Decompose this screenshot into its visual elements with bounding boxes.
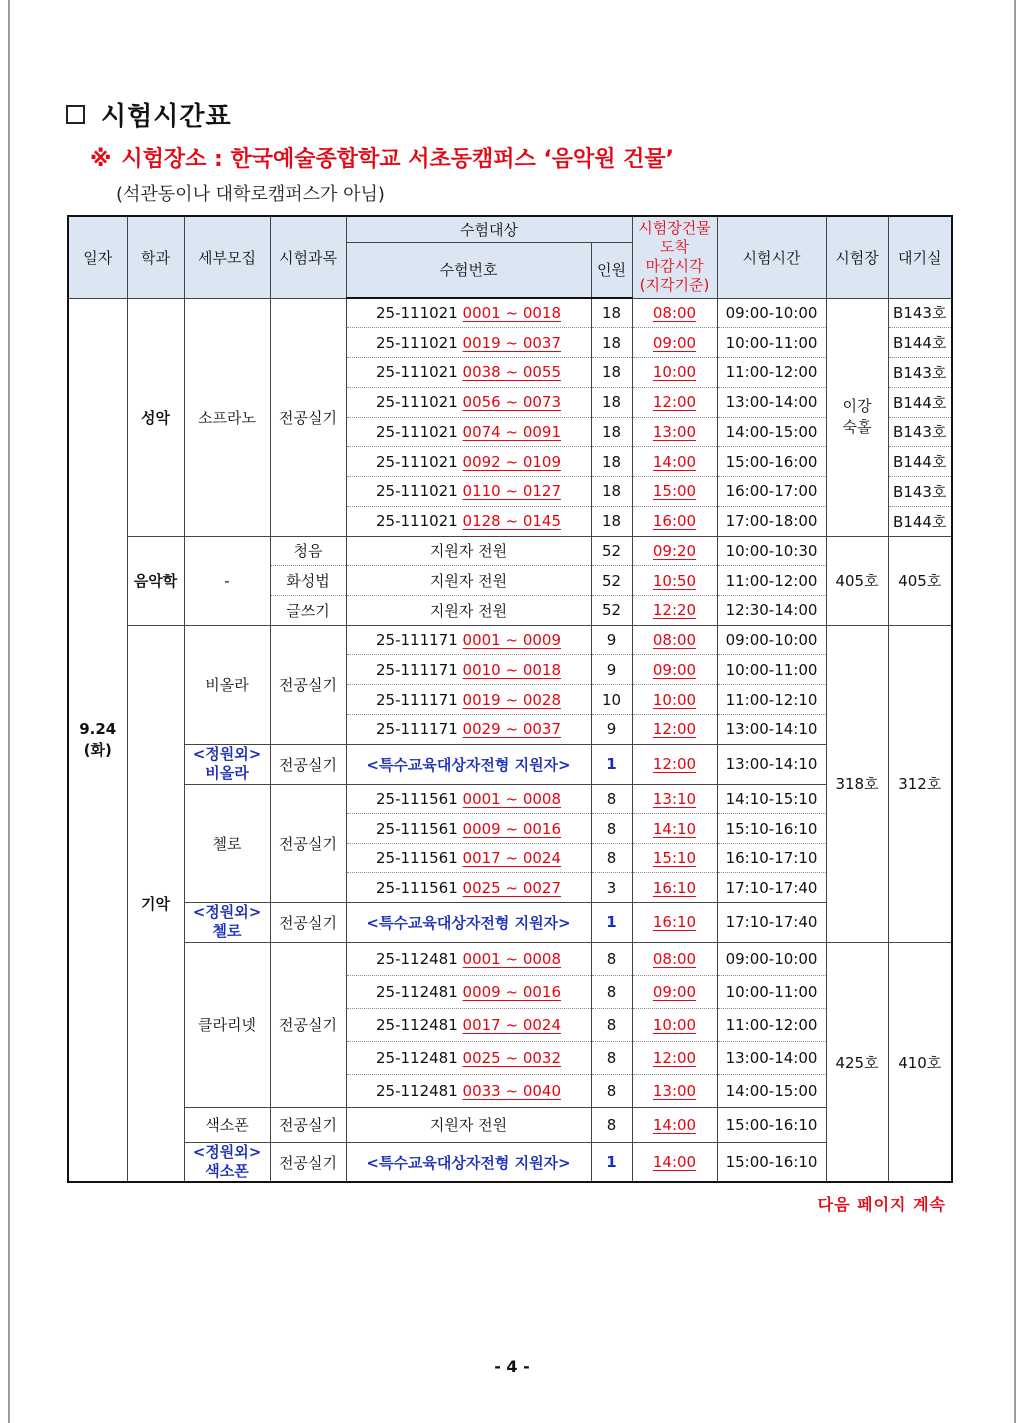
arrival-deadline: 08:00 [652,630,697,649]
arrival-deadline: 09:00 [652,660,697,679]
exam-no-cell [346,1008,591,1041]
arrival-cell [632,595,717,625]
arrival-deadline: 14:00 [652,1115,697,1134]
room-musicology: 405호 [826,536,888,625]
table-row [68,744,952,784]
exam-no-cell [346,298,591,328]
exam-no-prefix: 25-112481 [376,1081,458,1100]
subrecruit-none: - [184,536,270,625]
exam-no-prefix: 25-112481 [376,982,458,1001]
exam-time-cell: 15:10-16:10 [717,814,826,844]
exam-no-range: 0010 ~ 0018 [462,660,561,679]
exam-no-range: 0009 ~ 0016 [462,982,561,1001]
count-cell: 8 [591,814,632,844]
count-cell: 1 [591,1142,632,1182]
exam-time-cell: 14:00-15:00 [717,1074,826,1107]
room-soprano [826,298,888,536]
arrival-deadline: 13:10 [652,790,697,808]
exam-no-cell [346,625,591,655]
exam-no-cell: <특수교육대상자전형 지원자> [346,744,591,784]
arrival-cell [632,1107,717,1142]
exam-no-prefix: 25-111021 [376,363,458,382]
wait-room-cell: B143호 [888,417,952,447]
exam-schedule-table [67,215,953,1183]
count-cell: 18 [591,477,632,507]
page-edge-right [1014,0,1016,1423]
exam-no-cell [346,975,591,1008]
subrecruit-cello-special-line2: 첼로 [212,922,242,941]
exam-no-prefix: 25-112481 [376,949,458,968]
exam-no-cell [346,814,591,844]
wait-room-cell: B143호 [888,477,952,507]
header-arrival-line3: 마감시각 [645,257,704,276]
header-target: 수험대상 [346,216,632,242]
exam-no-cell: 지원자 전원 [346,1107,591,1142]
count-cell: 9 [591,625,632,655]
exam-no-cell [346,843,591,873]
exam-time-cell: 15:00-16:10 [717,1142,826,1182]
arrival-cell [632,655,717,685]
room-winds: 425호 [826,942,888,1182]
exam-time-cell: 13:00-14:00 [717,1041,826,1074]
continue-notice: 다음 페이지 계속 [817,1195,946,1214]
arrival-deadline: 08:00 [652,303,697,322]
schedule-body [68,298,952,1182]
count-cell: 52 [591,566,632,596]
subrecruit-cello-special-line1: <정원외> [192,903,262,922]
exam-time-cell: 12:30-14:00 [717,595,826,625]
venue-note: (석관동이나 대학로캠퍼스가 아님) [116,184,385,205]
exam-no-range: 0001 ~ 0008 [462,790,561,808]
exam-time-cell: 11:00-12:10 [717,685,826,715]
subrecruit-viola-special [184,744,270,784]
exam-time-cell: 13:00-14:00 [717,387,826,417]
arrival-deadline: 12:00 [652,720,697,739]
header-exam-time: 시험시간 [717,216,826,298]
exam-time-cell: 16:10-17:10 [717,843,826,873]
count-cell: 18 [591,358,632,388]
header-arrival-line4: (지각기준) [639,276,710,295]
arrival-deadline: 16:10 [652,878,697,897]
wait-room-cell: B144호 [888,328,952,358]
subject-cell: 청음 [270,536,346,566]
subject-cell: 전공실기 [270,902,346,942]
subject-cell: 전공실기 [270,298,346,536]
exam-no-prefix: 25-111021 [376,512,458,531]
header-subrecruit: 세부모집 [184,216,270,298]
table-row [68,1142,952,1182]
exam-time-cell: 14:10-15:10 [717,784,826,814]
arrival-deadline: 12:00 [652,1048,697,1067]
exam-no-prefix: 25-111021 [376,422,458,441]
exam-time-cell: 11:00-12:00 [717,358,826,388]
page-title: 시험시간표 [101,102,232,132]
arrival-deadline: 13:00 [652,422,697,441]
arrival-cell [632,873,717,903]
exam-no-cell [346,447,591,477]
subject-cell: 전공실기 [270,784,346,902]
exam-no-cell [346,714,591,744]
count-cell: 8 [591,843,632,873]
arrival-cell [632,358,717,388]
exam-no-prefix: 25-111561 [376,849,458,867]
arrival-cell [632,902,717,942]
arrival-deadline: 16:00 [652,512,697,531]
wait-room-cell: B144호 [888,506,952,536]
exam-no-cell: 지원자 전원 [346,536,591,566]
subrecruit-clarinet: 클라리넷 [184,942,270,1107]
exam-no-range: 0033 ~ 0040 [462,1081,561,1100]
header-count: 인원 [591,242,632,298]
section-heading [66,96,232,133]
subrecruit-cello: 첼로 [184,784,270,902]
exam-no-range: 0128 ~ 0145 [462,512,561,531]
exam-no-cell: <특수교육대상자전형 지원자> [346,1142,591,1182]
count-cell: 3 [591,873,632,903]
exam-no-prefix: 25-111021 [376,333,458,352]
exam-no-range: 0025 ~ 0032 [462,1048,561,1067]
arrival-cell [632,714,717,744]
subject-cell: 전공실기 [270,1142,346,1182]
arrival-deadline: 10:00 [652,1015,697,1034]
exam-no-range: 0017 ~ 0024 [462,849,561,867]
table-row [68,536,952,566]
arrival-cell [632,1074,717,1107]
table-row [68,1107,952,1142]
checkbox-square-icon [66,105,85,124]
exam-no-prefix: 25-111021 [376,393,458,412]
exam-no-cell: 지원자 전원 [346,566,591,596]
subrecruit-viola-special-line1: <정원외> [192,745,262,764]
exam-no-cell: 지원자 전원 [346,595,591,625]
exam-time-cell: 10:00-11:00 [717,975,826,1008]
exam-no-cell [346,873,591,903]
exam-no-cell [346,358,591,388]
count-cell: 18 [591,447,632,477]
exam-time-cell: 13:00-14:10 [717,714,826,744]
count-cell: 1 [591,744,632,784]
subrecruit-soprano: 소프라노 [184,298,270,536]
arrival-cell [632,942,717,975]
header-date: 일자 [68,216,127,298]
count-cell: 8 [591,784,632,814]
arrival-cell [632,784,717,814]
exam-no-prefix: 25-111171 [376,630,458,649]
exam-no-range: 0017 ~ 0024 [462,1015,561,1034]
arrival-deadline: 12:00 [652,393,697,412]
venue-notice [90,142,674,173]
count-cell: 9 [591,714,632,744]
arrival-cell [632,685,717,715]
table-row [68,784,952,814]
arrival-deadline: 13:00 [652,1081,697,1100]
table-row [68,298,952,328]
count-cell: 18 [591,506,632,536]
room-soprano-name: 이강숙홀 [842,397,872,436]
exam-no-cell [346,1041,591,1074]
exam-no-prefix: 25-112481 [376,1048,458,1067]
count-cell: 8 [591,975,632,1008]
exam-no-cell [346,477,591,507]
count-cell: 18 [591,387,632,417]
subject-cell: 글쓰기 [270,595,346,625]
dept-vocal: 성악 [127,298,184,536]
exam-no-range: 0074 ~ 0091 [462,422,561,441]
arrival-cell [632,744,717,784]
exam-no-cell [346,387,591,417]
arrival-deadline: 09:00 [652,333,697,352]
exam-no-cell [346,417,591,447]
arrival-cell [632,625,717,655]
exam-no-range: 0001 ~ 0008 [462,949,561,968]
count-cell: 9 [591,655,632,685]
subject-cell: 전공실기 [270,625,346,744]
header-dept: 학과 [127,216,184,298]
arrival-cell [632,477,717,507]
arrival-deadline: 09:00 [652,982,697,1001]
arrival-cell [632,328,717,358]
page-number: - 4 - [494,1357,530,1376]
header-exam-no: 수험번호 [346,242,591,298]
wait-room-winds: 410호 [888,942,952,1182]
exam-time-cell: 15:00-16:00 [717,447,826,477]
count-cell: 8 [591,942,632,975]
exam-no-cell [346,942,591,975]
exam-time-cell: 13:00-14:10 [717,744,826,784]
exam-time-cell: 11:00-12:00 [717,566,826,596]
count-cell: 52 [591,595,632,625]
dept-instrumental: 기악 [127,625,184,1182]
exam-time-cell: 15:00-16:10 [717,1107,826,1142]
subject-cell: 전공실기 [270,1107,346,1142]
exam-no-prefix: 25-111561 [376,878,458,897]
arrival-cell [632,814,717,844]
arrival-deadline: 15:10 [652,849,697,867]
exam-no-cell [346,685,591,715]
exam-no-prefix: 25-111171 [376,720,458,739]
exam-no-range: 0092 ~ 0109 [462,452,561,471]
exam-time-cell: 10:00-10:30 [717,536,826,566]
arrival-cell [632,298,717,328]
wait-room-cell: B143호 [888,358,952,388]
exam-no-cell [346,1074,591,1107]
table-row [68,942,952,975]
exam-no-range: 0029 ~ 0037 [462,720,561,739]
exam-time-cell: 09:00-10:00 [717,625,826,655]
exam-time-cell: 17:10-17:40 [717,873,826,903]
exam-no-prefix: 25-111021 [376,482,458,501]
exam-no-cell [346,506,591,536]
count-cell: 52 [591,536,632,566]
exam-no-range: 0025 ~ 0027 [462,878,561,897]
exam-no-prefix: 25-111021 [376,304,458,323]
subrecruit-viola: 비올라 [184,625,270,744]
exam-no-range: 0110 ~ 0127 [462,482,561,501]
subrecruit-sax-special-line1: <정원외> [192,1143,262,1161]
count-cell: 8 [591,1041,632,1074]
count-cell: 8 [591,1107,632,1142]
arrival-cell [632,975,717,1008]
exam-no-range: 0056 ~ 0073 [462,393,561,412]
subject-cell: 화성법 [270,566,346,596]
wait-room-musicology: 405호 [888,536,952,625]
date-day: 9.24 [79,719,117,738]
subrecruit-sax: 색소폰 [184,1107,270,1142]
wait-room-cell: B143호 [888,298,952,328]
subrecruit-sax-special [184,1142,270,1182]
venue-text: 시험장소 : 한국예술종합학교 서초동캠퍼스 ‘음악원 건물’ [121,147,674,172]
arrival-deadline: 09:20 [652,541,697,560]
exam-no-prefix: 25-111171 [376,690,458,709]
wait-room-strings: 312호 [888,625,952,942]
exam-no-prefix: 25-111561 [376,819,458,838]
exam-no-prefix: 25-111021 [376,452,458,471]
arrival-cell [632,506,717,536]
count-cell: 18 [591,328,632,358]
room-strings: 318호 [826,625,888,942]
count-cell: 8 [591,1074,632,1107]
date-weekday: (화) [83,740,112,759]
table-row [68,902,952,942]
arrival-deadline: 14:00 [652,452,697,471]
arrival-cell [632,1142,717,1182]
exam-no-cell [346,655,591,685]
exam-time-cell: 17:10-17:40 [717,902,826,942]
exam-no-prefix: 25-111561 [376,790,458,808]
exam-no-prefix: 25-112481 [376,1015,458,1034]
arrival-cell [632,1008,717,1041]
exam-time-cell: 09:00-10:00 [717,298,826,328]
date-cell [68,298,127,1182]
count-cell: 8 [591,1008,632,1041]
arrival-deadline: 10:00 [652,690,697,709]
subject-cell: 전공실기 [270,744,346,784]
arrival-deadline: 08:00 [652,949,697,968]
arrival-cell [632,417,717,447]
arrival-deadline: 12:00 [652,755,697,774]
exam-no-prefix: 25-111171 [376,660,458,679]
wait-room-cell: B144호 [888,387,952,417]
exam-time-cell: 17:00-18:00 [717,506,826,536]
exam-time-cell: 16:00-17:00 [717,477,826,507]
count-cell: 18 [591,298,632,328]
arrival-cell [632,387,717,417]
arrival-cell [632,536,717,566]
exam-no-range: 0038 ~ 0055 [462,363,561,382]
arrival-deadline: 16:10 [652,913,697,932]
count-cell: 1 [591,902,632,942]
header-arrival-line2: 도착 [660,238,689,257]
exam-no-cell [346,784,591,814]
reference-mark-icon: ※ [90,147,112,172]
exam-no-range: 0019 ~ 0037 [462,333,561,352]
arrival-deadline: 14:10 [652,819,697,838]
count-cell: 18 [591,417,632,447]
arrival-cell [632,843,717,873]
header-arrival-line1: 시험장건물 [638,219,711,238]
header-subject: 시험과목 [270,216,346,298]
arrival-cell [632,1041,717,1074]
header-arrival-deadline [632,216,717,298]
exam-time-cell: 10:00-11:00 [717,655,826,685]
exam-no-range: 0019 ~ 0028 [462,690,561,709]
exam-time-cell: 14:00-15:00 [717,417,826,447]
wait-room-cell: B144호 [888,447,952,477]
count-cell: 10 [591,685,632,715]
arrival-cell [632,566,717,596]
page-edge-left [8,0,10,1423]
arrival-cell [632,447,717,477]
exam-no-range: 0009 ~ 0016 [462,819,561,838]
exam-no-cell: <특수교육대상자전형 지원자> [346,902,591,942]
subrecruit-viola-special-line2: 비올라 [205,764,249,783]
arrival-deadline: 14:00 [652,1153,697,1171]
header-wait-room: 대기실 [888,216,952,298]
arrival-deadline: 15:00 [652,482,697,501]
exam-no-range: 0001 ~ 0018 [462,304,561,323]
subrecruit-sax-special-line2: 색소폰 [205,1162,249,1180]
arrival-deadline: 12:20 [652,601,697,620]
exam-time-cell: 11:00-12:00 [717,1008,826,1041]
subject-cell: 전공실기 [270,942,346,1107]
exam-time-cell: 10:00-11:00 [717,328,826,358]
table-row [68,625,952,655]
exam-no-cell [346,328,591,358]
subrecruit-cello-special [184,902,270,942]
dept-musicology: 음악학 [127,536,184,625]
arrival-deadline: 10:50 [652,571,697,590]
exam-time-cell: 09:00-10:00 [717,942,826,975]
arrival-deadline: 10:00 [652,363,697,382]
exam-no-range: 0001 ~ 0009 [462,630,561,649]
header-room: 시험장 [826,216,888,298]
